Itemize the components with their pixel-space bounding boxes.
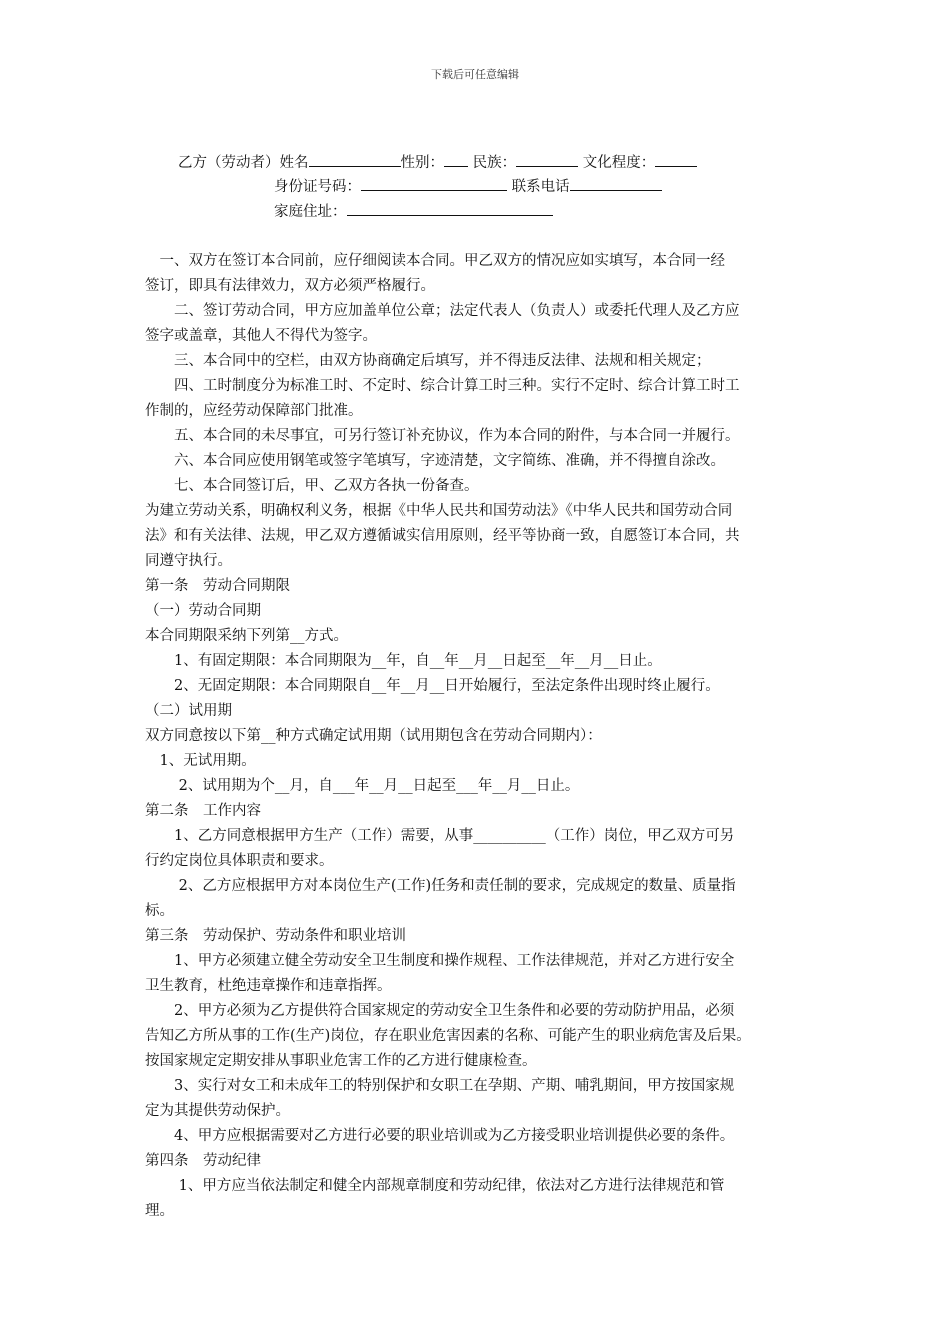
education-field[interactable] [655, 152, 697, 167]
text-line: 定为其提供劳动保护。 [145, 1103, 290, 1119]
text-line: 1、乙方同意根据甲方生产（工作）需要，从事__________（工作）岗位，甲乙双方可另 [145, 828, 735, 844]
text-line: 行约定岗位具体职责和要求。 [145, 853, 334, 869]
name-label: 乙方（劳动者）姓名 [178, 155, 309, 171]
subsection-heading: （一）劳动合同期 [145, 603, 261, 619]
text-line: 1、甲方应当依法制定和健全内部规章制度和劳动纪律，依法对乙方进行法律规范和管 [145, 1178, 725, 1194]
gender-label: 性别： [400, 155, 444, 171]
ethnicity-label: 民族： [472, 155, 517, 171]
text-line: 双方同意按以下第__种方式确定试用期（试用期包含在劳动合同期内）： [145, 728, 602, 744]
text-line: 六、本合同应使用钢笔或签字笔填写，字迹清楚，文字简练、准确，并不得擅自涂改。 [145, 453, 725, 469]
text-line: 七、本合同签订后，甲、乙双方各执一份备查。 [145, 478, 479, 494]
text-line: 1、无试用期。 [145, 753, 256, 769]
text-line: 3、实行对女工和未成年工的特别保护和女职工在孕期、产期、哺乳期间，甲方按国家规 [145, 1078, 735, 1094]
contract-body [145, 249, 810, 1224]
education-label: 文化程度： [582, 155, 656, 171]
info-row-2 [274, 176, 662, 197]
id-number-field[interactable] [361, 176, 507, 191]
ethnicity-field[interactable] [516, 152, 578, 167]
text-line: 签订，即具有法律效力，双方必须严格履行。 [145, 278, 435, 294]
section-heading: 第四条 劳动纪律 [145, 1153, 261, 1169]
address-field[interactable] [347, 201, 553, 216]
text-line: 签字或盖章，其他人不得代为签字。 [145, 328, 377, 344]
gender-field[interactable] [444, 152, 468, 167]
text-line: 告知乙方所从事的工作(生产)岗位，存在职业危害因素的名称、可能产生的职业病危害及后果。 [145, 1028, 751, 1044]
info-row-1 [178, 152, 697, 173]
text-line: 三、本合同中的空栏，由双方协商确定后填写，并不得违反法律、法规和相关规定； [145, 353, 711, 369]
text-line: 一、双方在签订本合同前，应仔细阅读本合同。甲乙双方的情况应如实填写，本合同一经 [145, 253, 725, 269]
text-line: 1、甲方必须建立健全劳动安全卫生制度和操作规程、工作法律规范，并对乙方进行安全 [145, 953, 735, 969]
text-line: 为建立劳动关系，明确权利义务，根据《中华人民共和国劳动法》《中华人民共和国劳动合同 [145, 503, 733, 519]
section-heading: 第三条 劳动保护、劳动条件和职业培训 [145, 928, 406, 944]
text-line: 理。 [145, 1203, 174, 1219]
text-line: 2、试用期为个__月，自___年__月__日起至___年__月__日止。 [145, 778, 580, 794]
text-line: 4、甲方应根据需要对乙方进行必要的职业培训或为乙方接受职业培训提供必要的条件。 [145, 1128, 735, 1144]
text-line: 法》和有关法律、法规，甲乙双方遵循诚实信用原则，经平等协商一致，自愿签订本合同，共 [145, 528, 740, 544]
section-heading: 第一条 劳动合同期限 [145, 578, 290, 594]
text-line: 二、签订劳动合同，甲方应加盖单位公章；法定代表人（负责人）或委托代理人及乙方应 [145, 303, 740, 319]
id-number-label: 身份证号码： [274, 179, 361, 195]
text-line: 四、工时制度分为标准工时、不定时、综合计算工时三种。实行不定时、综合计算工时工 [145, 378, 740, 394]
text-line: 2、甲方必须为乙方提供符合国家规定的劳动安全卫生条件和必要的劳动防护用品，必须 [145, 1003, 735, 1019]
text-line: 2、无固定期限：本合同期限自__年__月__日开始履行，至法定条件出现时终止履行。 [145, 678, 720, 694]
text-line: 标。 [145, 903, 174, 919]
text-line: 作制的，应经劳动保障部门批准。 [145, 403, 363, 419]
text-line: 五、本合同的未尽事宜，可另行签订补充协议，作为本合同的附件，与本合同一并履行。 [145, 428, 740, 444]
name-field[interactable] [309, 152, 401, 167]
text-line: 按国家规定定期安排从事职业危害工作的乙方进行健康检查。 [145, 1053, 537, 1069]
phone-field[interactable] [570, 176, 662, 191]
subsection-heading: （二）试用期 [145, 703, 232, 719]
phone-label: 联系电话 [511, 179, 570, 195]
address-label: 家庭住址： [274, 204, 347, 220]
text-line: 卫生教育，杜绝违章操作和违章指挥。 [145, 978, 392, 994]
page-header: 下载后可任意编辑 [431, 68, 519, 81]
text-line: 2、乙方应根据甲方对本岗位生产(工作)任务和责任制的要求，完成规定的数量、质量指 [145, 878, 736, 894]
text-line: 本合同期限采纳下列第__方式。 [145, 628, 348, 644]
text-line: 同遵守执行。 [145, 553, 232, 569]
section-heading: 第二条 工作内容 [145, 803, 261, 819]
info-row-3 [274, 201, 553, 222]
text-line: 1、有固定期限：本合同期限为__年，自__年__月__日起至__年__月__日止。 [145, 653, 662, 669]
